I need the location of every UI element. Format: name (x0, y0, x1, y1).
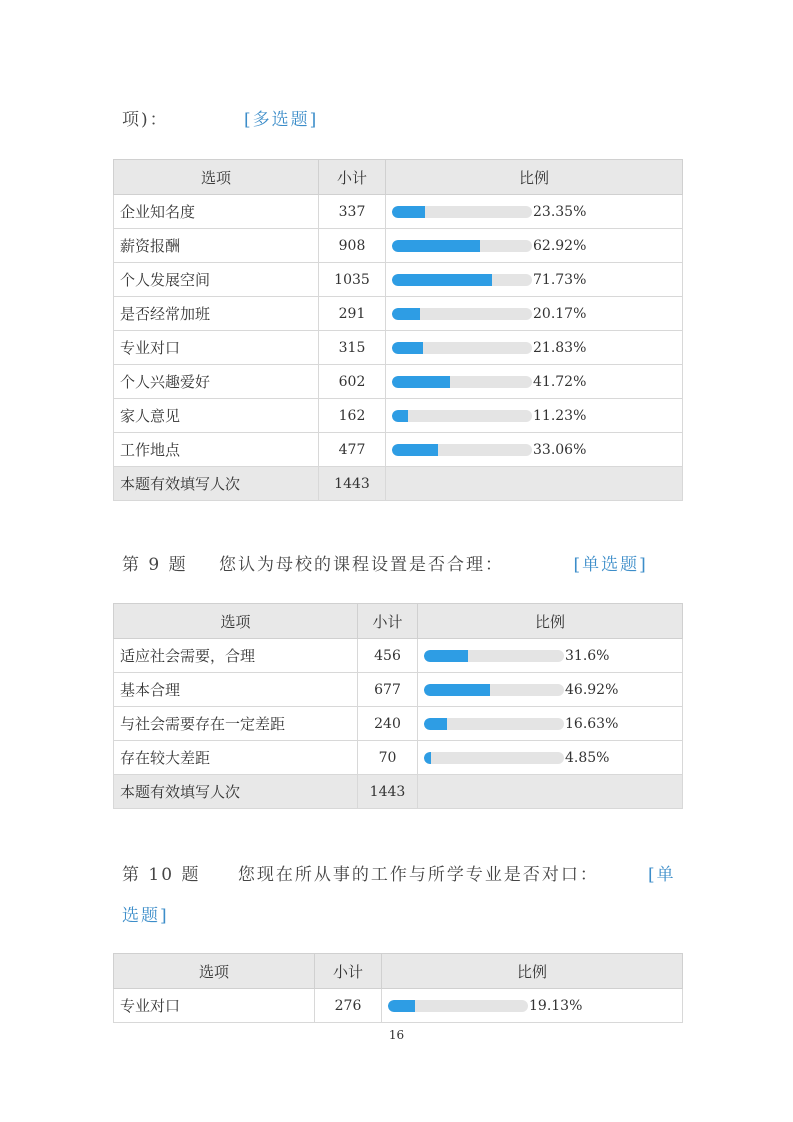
table-header-row (114, 954, 683, 989)
q9-type-tag: [单选题] (573, 555, 648, 575)
table-row (114, 639, 683, 673)
option-ratio (418, 673, 683, 707)
q8-text: 项)： (122, 110, 169, 130)
progress-bar (392, 274, 532, 286)
page-number: 16 (388, 1028, 405, 1042)
option-label: 个人兴趣爱好 (114, 365, 319, 399)
option-label: 薪资报酬 (114, 229, 319, 263)
q9-heading (122, 550, 648, 575)
option-count: 477 (319, 433, 386, 467)
option-percent: 31.6% (565, 647, 610, 664)
progress-bar-fill (392, 308, 420, 320)
progress-bar (392, 444, 532, 456)
progress-bar (392, 206, 532, 218)
option-count: 276 (315, 989, 382, 1023)
progress-bar (424, 684, 564, 696)
option-count: 1035 (319, 263, 386, 297)
table-row (114, 263, 683, 297)
option-count: 337 (319, 195, 386, 229)
progress-bar (392, 410, 532, 422)
option-count: 291 (319, 297, 386, 331)
progress-bar (388, 1000, 528, 1012)
table-row (114, 741, 683, 775)
q10-text: 您现在所从事的工作与所学专业是否对口： (237, 865, 599, 885)
option-label: 与社会需要存在一定差距 (114, 707, 358, 741)
progress-bar-fill (424, 752, 431, 764)
q10-heading (122, 860, 599, 885)
progress-bar-fill (392, 376, 450, 388)
table-row (114, 989, 683, 1023)
q10-number: 第 10 题 (122, 865, 201, 885)
table-row (114, 229, 683, 263)
option-ratio (386, 331, 683, 365)
table-row (114, 399, 683, 433)
option-label: 企业知名度 (114, 195, 319, 229)
header-count: 小计 (319, 160, 386, 195)
option-label: 工作地点 (114, 433, 319, 467)
option-percent: 41.72% (533, 373, 587, 390)
header-ratio: 比例 (418, 604, 683, 639)
header-option: 选项 (114, 604, 358, 639)
option-percent: 62.92% (533, 237, 587, 254)
option-count: 677 (358, 673, 418, 707)
header-option: 选项 (114, 160, 319, 195)
option-percent: 23.35% (533, 203, 587, 220)
table-row (114, 297, 683, 331)
option-ratio (382, 989, 683, 1023)
table-row (114, 365, 683, 399)
table-row (114, 331, 683, 365)
progress-bar-fill (392, 342, 423, 354)
progress-bar-fill (424, 684, 490, 696)
option-ratio (386, 399, 683, 433)
option-label: 个人发展空间 (114, 263, 319, 297)
option-percent: 33.06% (533, 441, 587, 458)
option-count: 315 (319, 331, 386, 365)
progress-bar-fill (392, 274, 492, 286)
option-count: 70 (358, 741, 418, 775)
option-label: 专业对口 (114, 331, 319, 365)
total-row (114, 467, 683, 501)
progress-bar-fill (392, 206, 425, 218)
table-row (114, 433, 683, 467)
header-option: 选项 (114, 954, 315, 989)
header-count: 小计 (358, 604, 418, 639)
total-empty-cell (386, 467, 683, 501)
progress-bar-fill (424, 718, 447, 730)
q9-table (113, 603, 683, 809)
option-label: 家人意见 (114, 399, 319, 433)
total-count: 1443 (319, 467, 386, 501)
option-label: 存在较大差距 (114, 741, 358, 775)
progress-bar-fill (388, 1000, 415, 1012)
table-row (114, 707, 683, 741)
total-label: 本题有效填写人次 (114, 775, 358, 809)
table-header-row (114, 604, 683, 639)
q10-table (113, 953, 683, 1023)
option-ratio (386, 263, 683, 297)
header-count: 小计 (315, 954, 382, 989)
option-label: 基本合理 (114, 673, 358, 707)
progress-bar (392, 376, 532, 388)
q8-heading-tail (122, 105, 318, 130)
option-percent: 11.23% (533, 407, 587, 424)
option-ratio (386, 195, 683, 229)
progress-bar (392, 308, 532, 320)
table-row (114, 195, 683, 229)
option-percent: 20.17% (533, 305, 587, 322)
option-percent: 19.13% (529, 997, 583, 1014)
q9-number: 第 9 题 (122, 555, 188, 575)
option-ratio (418, 707, 683, 741)
option-count: 456 (358, 639, 418, 673)
option-label: 专业对口 (114, 989, 315, 1023)
header-ratio: 比例 (382, 954, 683, 989)
option-ratio (386, 365, 683, 399)
option-ratio (418, 639, 683, 673)
total-label: 本题有效填写人次 (114, 467, 319, 501)
option-percent: 4.85% (565, 749, 610, 766)
q8-type-tag: [多选题] (244, 110, 319, 130)
q10-type-tag-end: 选题] (122, 906, 169, 926)
progress-bar-fill (424, 650, 468, 662)
progress-bar (424, 752, 564, 764)
option-ratio (386, 297, 683, 331)
q9-text: 您认为母校的课程设置是否合理： (219, 555, 505, 575)
option-ratio (418, 741, 683, 775)
option-percent: 46.92% (565, 681, 619, 698)
option-label: 是否经常加班 (114, 297, 319, 331)
option-percent: 16.63% (565, 715, 619, 732)
option-ratio (386, 433, 683, 467)
total-count: 1443 (358, 775, 418, 809)
option-count: 602 (319, 365, 386, 399)
total-empty-cell (418, 775, 683, 809)
option-label: 适应社会需要，合理 (114, 639, 358, 673)
header-ratio: 比例 (386, 160, 683, 195)
progress-bar-fill (392, 410, 408, 422)
progress-bar (424, 718, 564, 730)
progress-bar (424, 650, 564, 662)
option-percent: 21.83% (533, 339, 587, 356)
progress-bar-fill (392, 444, 438, 456)
option-count: 908 (319, 229, 386, 263)
option-percent: 71.73% (533, 271, 587, 288)
progress-bar (392, 240, 532, 252)
option-ratio (386, 229, 683, 263)
table-row (114, 673, 683, 707)
q8-table (113, 159, 683, 501)
progress-bar-fill (392, 240, 480, 252)
q10-type-tag-start: [单 (648, 865, 676, 885)
total-row (114, 775, 683, 809)
table-header-row (114, 160, 683, 195)
option-count: 162 (319, 399, 386, 433)
progress-bar (392, 342, 532, 354)
option-count: 240 (358, 707, 418, 741)
